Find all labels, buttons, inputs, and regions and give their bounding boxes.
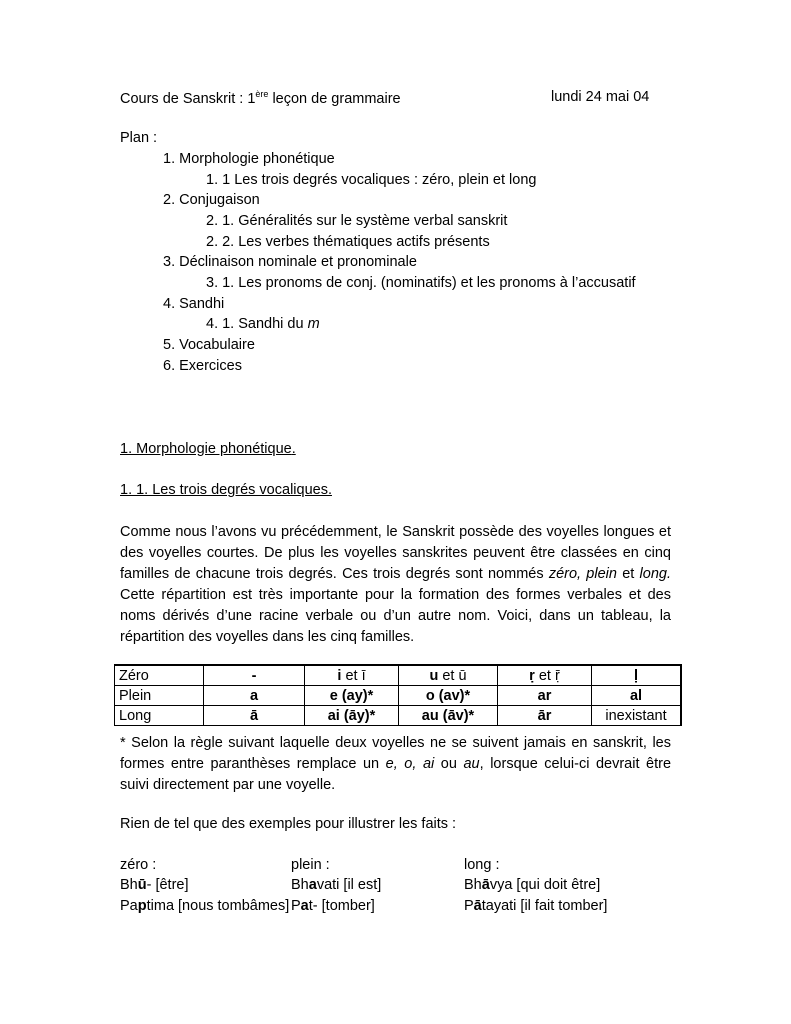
row-label: Zéro xyxy=(115,665,204,686)
example-text: Bh xyxy=(464,877,482,893)
table-cell xyxy=(204,686,305,706)
section-heading-end: . xyxy=(291,441,296,457)
plan-subitem-italic: m xyxy=(307,316,320,332)
cell-bold: ar xyxy=(537,687,552,704)
table-row xyxy=(115,665,682,686)
example-plein-2 xyxy=(291,898,375,914)
cell-text: et ū xyxy=(438,667,467,684)
examples-intro: Rien de tel que des exemples pour illustrer les faits : xyxy=(120,816,457,832)
cell-bold: ḷ xyxy=(633,667,639,684)
cell-bold: al xyxy=(629,687,643,704)
example-bold: p xyxy=(137,898,147,914)
table-cell xyxy=(305,665,399,686)
cell-bold: u xyxy=(429,667,439,684)
document-date: lundi 24 mai 04 xyxy=(551,89,650,105)
plan-subitem-text: 4. 1. Sandhi du xyxy=(206,316,308,332)
table-cell xyxy=(592,686,682,706)
vowel-degree-table xyxy=(114,664,682,726)
cell-bold: e (ay)* xyxy=(329,687,374,704)
footnote-text: ou xyxy=(434,756,464,772)
plan-label: Plan : xyxy=(120,130,158,146)
paragraph-text: et xyxy=(616,566,640,582)
paragraph-text: Cette répartition est très importante pour la formation des formes verbales et des noms dérivés d’une racine verbale ou d’un autre nom. Voici, dans un tableau, la répartition des voyelles dans les cinq familles. xyxy=(120,587,671,645)
example-text: t- [tomber] xyxy=(308,898,375,914)
examples-header-plein: plein : xyxy=(291,857,330,873)
row-label: Long xyxy=(115,706,204,726)
plan-item: 3. Déclinaison nominale et pronominale xyxy=(163,254,417,270)
table-cell xyxy=(204,706,305,726)
table-cell xyxy=(399,686,498,706)
example-bold: a xyxy=(300,898,309,914)
table-cell xyxy=(592,665,682,686)
example-text: tima [nous tombâmes] xyxy=(146,898,290,914)
example-text: Pa xyxy=(120,898,138,914)
paragraph-text: Comme nous l’avons vu précédemment, le Sanskrit possède des voyelles longues et des voyelles courtes. De plus les voyelles sanskrites peuvent être classées en cinq familles de chacune trois degrés. Ces trois degrés sont nommés xyxy=(120,524,671,582)
table-cell xyxy=(498,686,592,706)
footnote-text: * Selon la règle suivant laquelle deux voyelles ne se suivent jamais en sanskrit, les formes entre paranthèses remplace un xyxy=(120,735,671,772)
paragraph-italic: zéro, plein xyxy=(548,566,617,582)
table-cell xyxy=(399,706,498,726)
example-long-1 xyxy=(464,877,600,893)
plan-item: 1. Morphologie phonétique xyxy=(163,151,335,167)
example-bold: ā xyxy=(481,877,490,893)
example-zero-1 xyxy=(120,877,189,893)
cell-text: inexistant xyxy=(605,707,667,724)
cell-bold: au (āv)* xyxy=(421,707,475,724)
example-text: vya [qui doit être] xyxy=(489,877,601,893)
plan-subitem xyxy=(206,316,320,332)
title-text: Cours de Sanskrit : 1 xyxy=(120,90,256,107)
row-label: Plein xyxy=(115,686,204,706)
title-text-end: leçon de grammaire xyxy=(268,90,401,107)
example-bold: ā xyxy=(473,898,482,914)
paragraph-italic: long. xyxy=(639,566,671,582)
cell-bold: ai (āy)* xyxy=(327,707,376,724)
plan-subitem: 3. 1. Les pronoms de conj. (nominatifs) et les pronoms à l’accusatif xyxy=(206,275,636,291)
table-cell xyxy=(204,665,305,686)
plan-subitem: 2. 2. Les verbes thématiques actifs présents xyxy=(206,234,490,250)
footnote-text: , lorsque celui-ci devrait être suivi directement par une voyelle. xyxy=(120,756,672,793)
plan-item: 5. Vocabulaire xyxy=(163,337,255,353)
plan-item: 4. Sandhi xyxy=(163,296,225,312)
section-heading-text: 1. Morphologie phonétique xyxy=(120,441,292,457)
example-text: tayati [il fait tomber] xyxy=(481,898,608,914)
cell-bold: ār xyxy=(537,707,552,724)
subsection-heading: 1. 1. Les trois degrés vocaliques. xyxy=(120,482,332,498)
plan-item: 2. Conjugaison xyxy=(163,192,260,208)
example-zero-2 xyxy=(120,898,289,914)
footnote-italic: e, o, ai xyxy=(385,756,435,772)
title-superscript: ère xyxy=(255,89,269,99)
example-bold: a xyxy=(308,877,317,893)
table-cell xyxy=(498,665,592,686)
plan-subitem: 1. 1 Les trois degrés vocaliques : zéro, plein et long xyxy=(206,172,537,188)
example-text: Bh xyxy=(291,877,309,893)
cell-bold: o (av)* xyxy=(425,687,471,704)
examples-header-zero: zéro : xyxy=(120,857,157,873)
example-plein-1 xyxy=(291,877,381,893)
section-heading xyxy=(120,441,296,457)
table-cell xyxy=(399,665,498,686)
cell-bold: - xyxy=(251,667,257,684)
table-row xyxy=(115,706,682,726)
table-cell xyxy=(305,706,399,726)
cell-bold: ā xyxy=(249,707,259,724)
intro-paragraph xyxy=(120,522,671,648)
table-footnote xyxy=(120,733,671,796)
cell-bold: a xyxy=(249,687,259,704)
example-text: - [être] xyxy=(146,877,189,893)
example-text: P xyxy=(291,898,301,914)
example-long-2 xyxy=(464,898,607,914)
cell-text: et ī xyxy=(341,667,366,684)
cell-bold: i xyxy=(337,667,342,684)
table-cell xyxy=(305,686,399,706)
table-row xyxy=(115,686,682,706)
example-text: P xyxy=(464,898,474,914)
plan-item: 6. Exercices xyxy=(163,358,242,374)
document-title xyxy=(120,89,401,107)
table-cell xyxy=(498,706,592,726)
example-text: Bh xyxy=(120,877,138,893)
footnote-italic: au xyxy=(463,756,480,772)
examples-header-long: long : xyxy=(464,857,500,873)
plan-subitem: 2. 1. Généralités sur le système verbal sanskrit xyxy=(206,213,508,229)
example-text: vati [il est] xyxy=(316,877,382,893)
example-bold: ū xyxy=(137,877,147,893)
table-cell xyxy=(592,706,682,726)
cell-text: et ṝ xyxy=(534,667,560,684)
cell-bold: ṛ xyxy=(529,667,535,684)
